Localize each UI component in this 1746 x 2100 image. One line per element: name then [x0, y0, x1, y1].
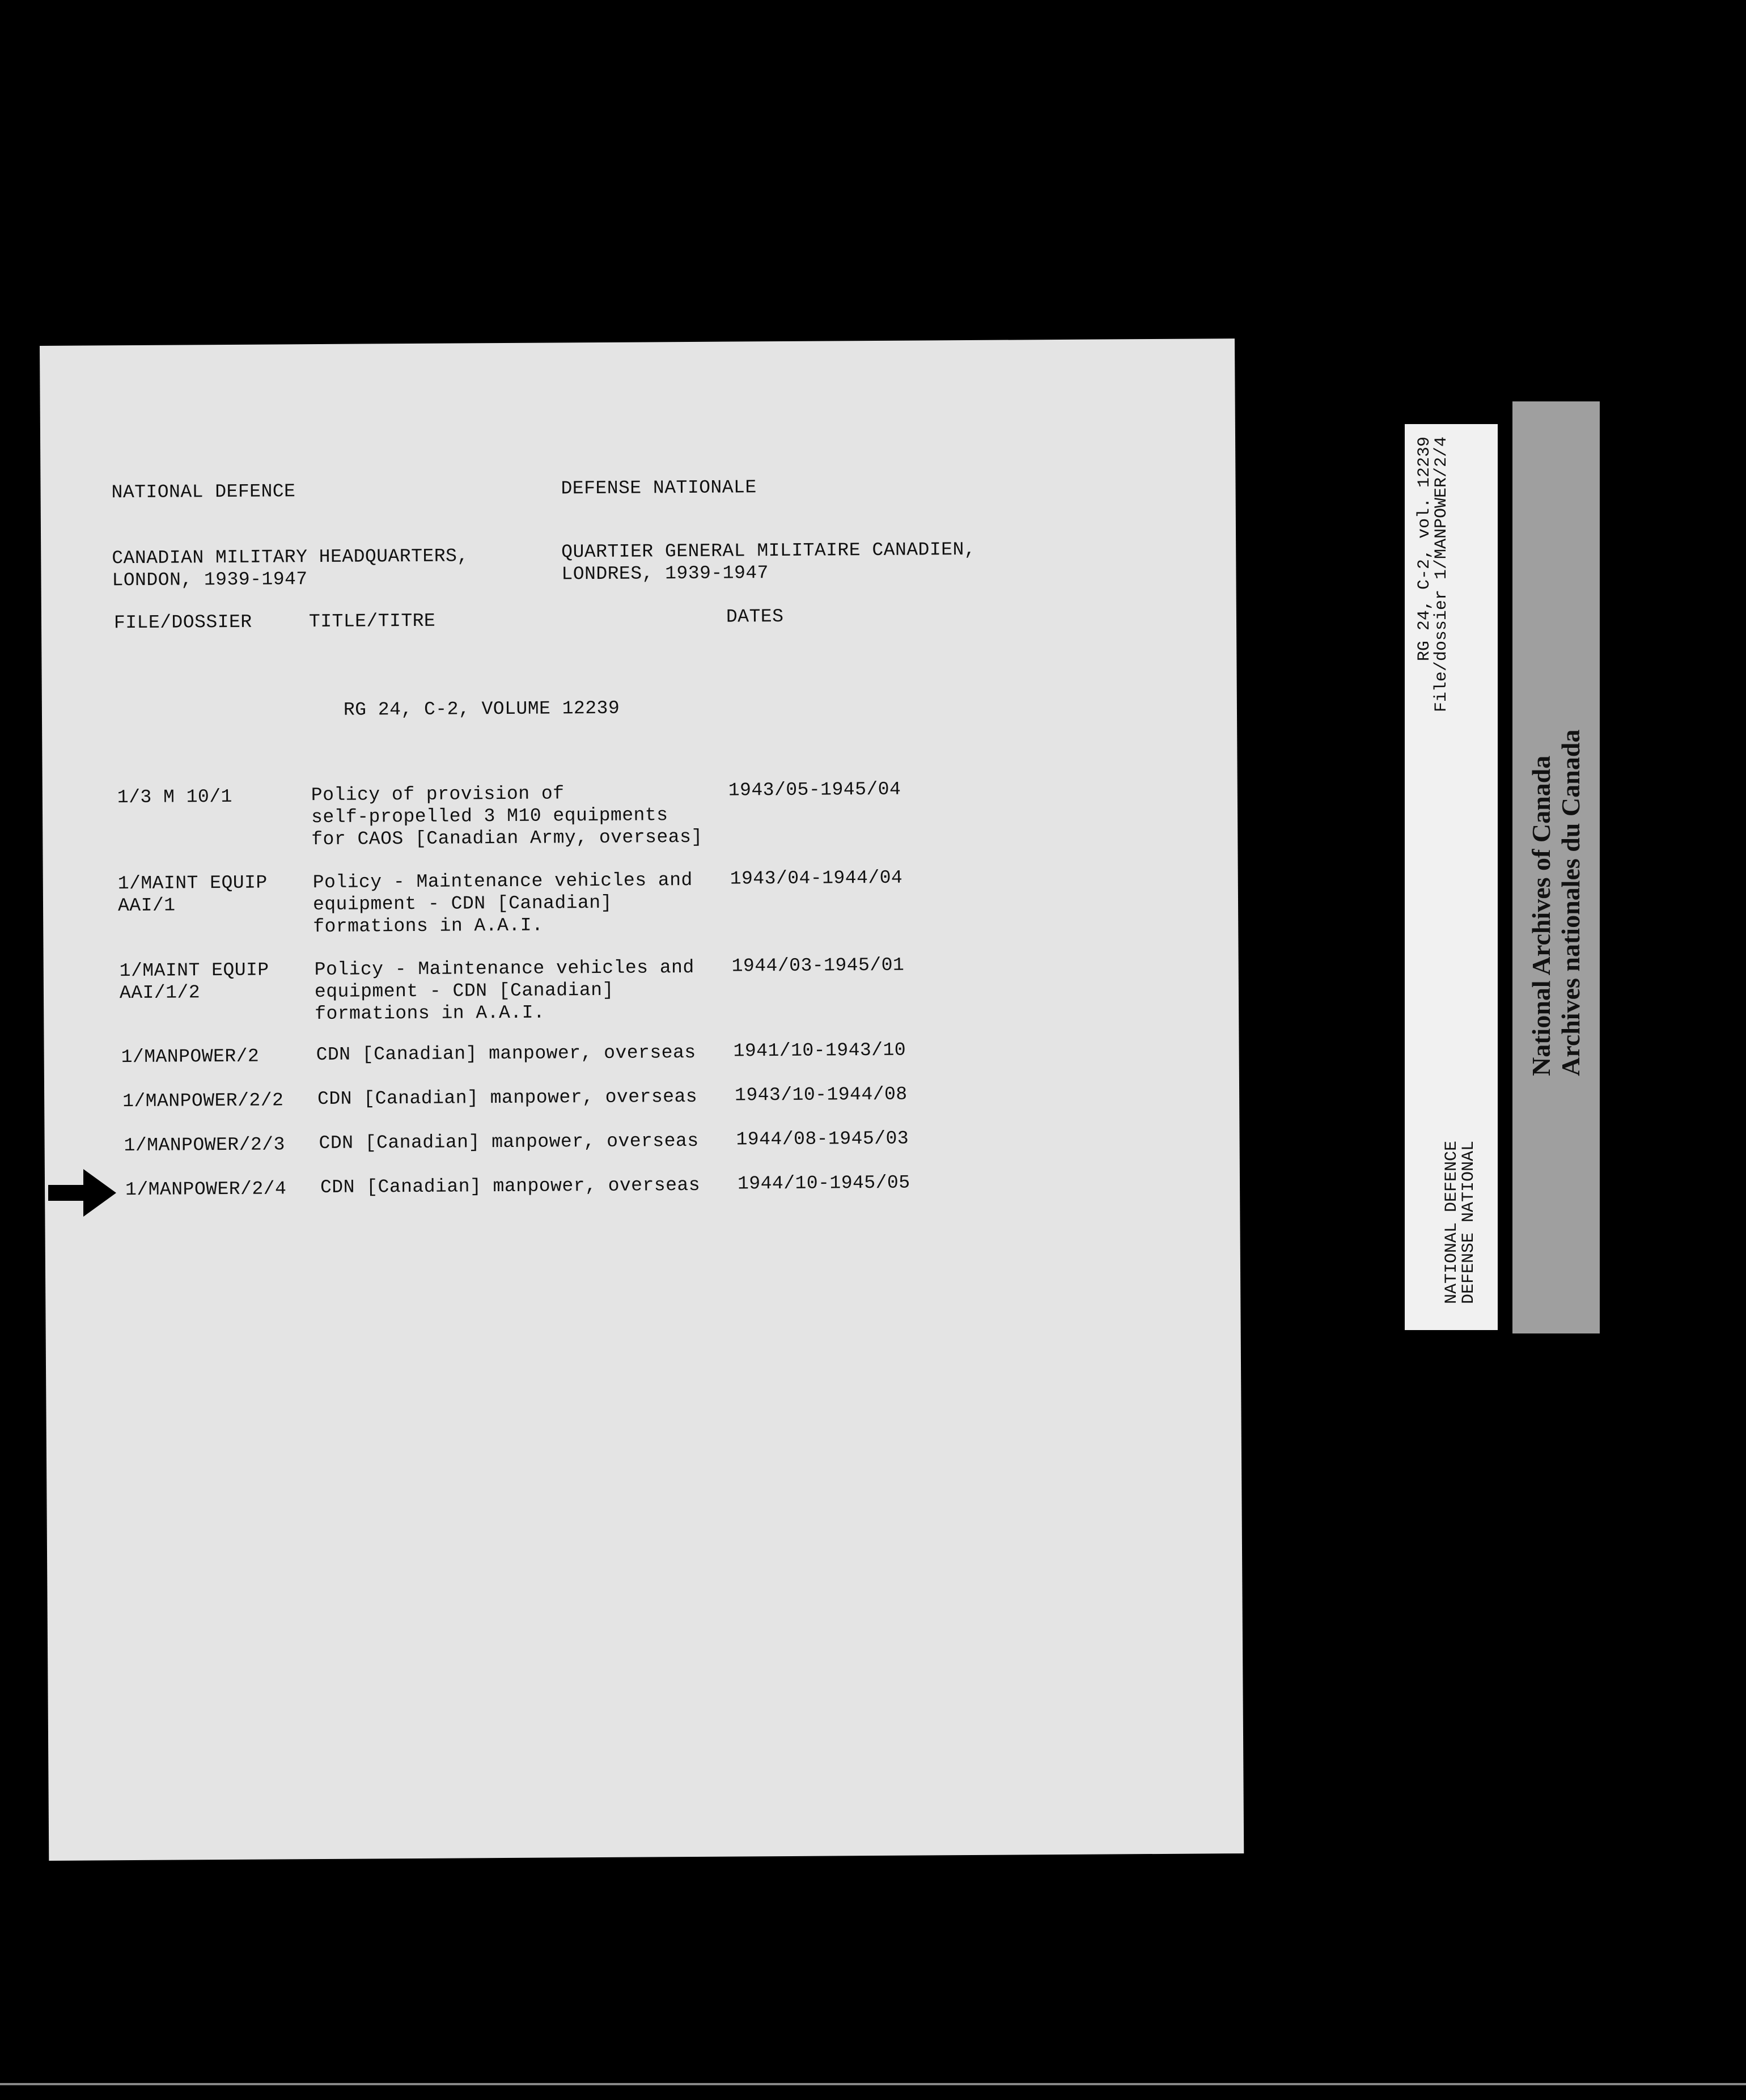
row-title: CDN [Canadian] manpower, overseas [316, 1041, 696, 1066]
arrow-right-icon [48, 1169, 116, 1217]
row-title: CDN [Canadian] manpower, overseas [319, 1130, 699, 1154]
row-file: AAI/1/2 [119, 982, 201, 1004]
header-right-line3: LONDRES, 1939-1947 [561, 562, 769, 585]
row-title: Policy of provision of [311, 783, 565, 806]
label-dept-line2: DEFENSE NATIONAL [1459, 1140, 1478, 1304]
header-left-line2: CANADIAN MILITARY HEADQUARTERS, [112, 545, 469, 569]
row-dates: 1941/10-1943/10 [733, 1039, 906, 1062]
row-title: Policy - Maintenance vehicles and [314, 956, 694, 981]
row-dates: 1944/10-1945/05 [737, 1172, 910, 1195]
column-header-dates: DATES [726, 606, 784, 628]
archives-name-fr: Archives nationales du Canada [1556, 729, 1585, 1076]
file-label-strip [1405, 424, 1498, 1330]
row-dates: 1943/10-1944/08 [734, 1083, 908, 1106]
header-left-line3: LONDON, 1939-1947 [112, 569, 308, 591]
row-title: CDN [Canadian] manpower, overseas [320, 1174, 701, 1199]
archives-name-en: National Archives of Canada [1527, 755, 1556, 1076]
row-file: 1/3 M 10/1 [117, 786, 233, 808]
row-file: 1/MANPOWER/2 [121, 1045, 260, 1068]
column-header-title: TITLE/TITRE [308, 610, 436, 633]
label-dept-line1: NATIONAL DEFENCE [1442, 1140, 1461, 1304]
header-left-line1: NATIONAL DEFENCE [111, 481, 296, 503]
row-file: 1/MAINT EQUIP [119, 959, 269, 982]
label-ref-line1: RG 24, C-2, vol. 12239 [1415, 437, 1434, 662]
row-title: for CAOS [Canadian Army, overseas] [311, 826, 703, 850]
header-right-line1: DEFENSE NATIONALE [561, 477, 757, 499]
row-title: formations in A.A.I. [313, 914, 544, 938]
header-right-line2: QUARTIER GENERAL MILITAIRE CANADIEN, [561, 539, 976, 563]
row-title: equipment - CDN [Canadian] [312, 892, 613, 916]
row-dates: 1944/03-1945/01 [731, 954, 905, 977]
row-title: equipment - CDN [Canadian] [314, 979, 614, 1003]
row-file: 1/MANPOWER/2/2 [122, 1090, 284, 1112]
row-file: 1/MAINT EQUIP [117, 872, 268, 895]
row-file: 1/MANPOWER/2/4 [125, 1178, 287, 1201]
column-header-file: FILE/DOSSIER [113, 611, 252, 634]
row-dates: 1944/08-1945/03 [736, 1128, 909, 1150]
row-file: 1/MANPOWER/2/3 [124, 1134, 285, 1157]
archives-strip [1512, 401, 1600, 1333]
row-title: self-propelled 3 M10 equipments [311, 805, 668, 828]
row-dates: 1943/05-1945/04 [728, 778, 901, 801]
document-page [40, 338, 1244, 1861]
volume-heading: RG 24, C-2, VOLUME 12239 [343, 697, 620, 721]
row-dates: 1943/04-1944/04 [730, 867, 903, 890]
row-title: Policy - Maintenance vehicles and [312, 869, 693, 894]
row-title: formations in A.A.I. [315, 1002, 545, 1025]
row-title: CDN [Canadian] manpower, overseas [317, 1086, 698, 1110]
row-file: AAI/1 [117, 895, 176, 917]
scan-edge-line [0, 2083, 1746, 2085]
label-ref-line2: File/dossier 1/MANPOWER/2/4 [1432, 437, 1451, 713]
